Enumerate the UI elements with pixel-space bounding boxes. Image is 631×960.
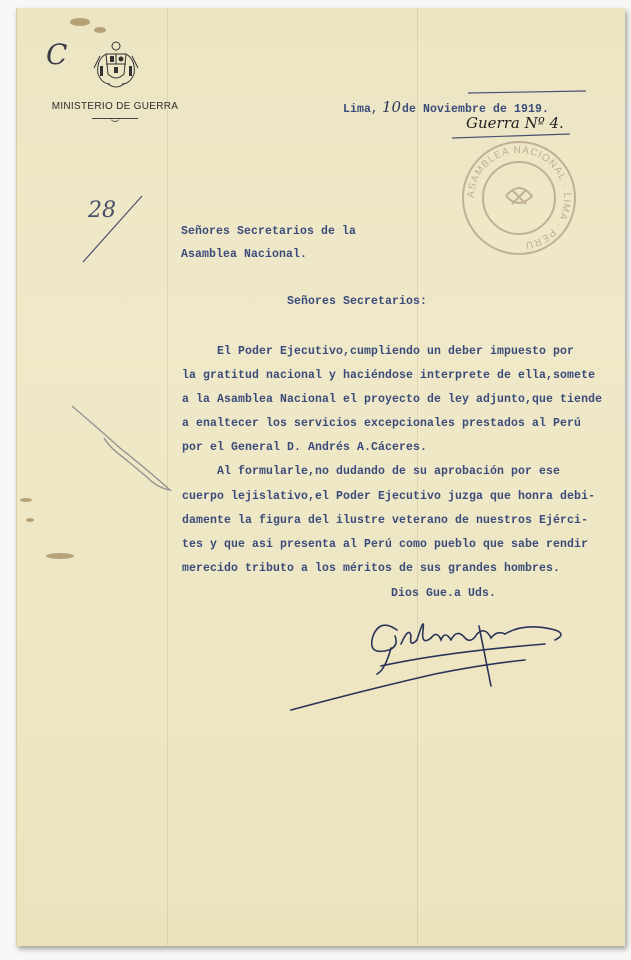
body-line: El Poder Ejecutivo,cumpliendo un deber impuesto por — [182, 345, 575, 358]
body-line: Al formularle,no dudando de su aprobación por ese — [182, 465, 561, 478]
body-line: merecido tributo a los méritos de sus grandes hombres. — [182, 562, 561, 575]
handwritten-signature — [285, 600, 575, 715]
corner-note: C — [46, 38, 68, 71]
peru-coat-of-arms-icon — [92, 40, 140, 96]
body-line: tes y que asi presenta al Perú como pueblo que sabe rendir — [182, 538, 589, 551]
body-line: a enaltecer los servicios excepcionales prestados al Perú — [182, 417, 582, 430]
salutation: Señores Secretarios: — [287, 295, 428, 308]
body-line: cuerpo lejislativo,el Poder Ejecutivo juzga que honra debi- — [182, 490, 596, 503]
addressee-line-1: Señores Secretarios de la — [181, 225, 357, 238]
body-line: a la Asamblea Nacional el proyecto de ley adjunto,que tiende — [182, 393, 603, 406]
addressee-line-2: Asamblea Nacional. — [181, 248, 308, 261]
paper-fold — [167, 8, 168, 946]
body-line: damente la figura del ilustre veterano de nuestros Ejérci- — [182, 514, 589, 527]
closing: Dios Gue.a Uds. — [391, 587, 497, 600]
date-rest: de Noviembre de 1919. — [402, 103, 550, 116]
date-place: Lima, — [343, 103, 379, 116]
reference-note: Guerra Nº 4. — [466, 114, 564, 132]
seal-text: ASAMBLEA NACIONAL · LIMA · PERÚ — [465, 144, 573, 251]
body-line: la gratitud nacional y haciéndose interprete de ella,somete — [182, 369, 596, 382]
ministry-letterhead: MINISTERIO DE GUERRA — [51, 101, 179, 112]
date-day: 10 — [382, 98, 402, 116]
number-note: 28 — [88, 198, 116, 223]
round-seal-icon — [454, 138, 584, 258]
body-line: por el General D. Andrés A.Cáceres. — [182, 441, 428, 454]
